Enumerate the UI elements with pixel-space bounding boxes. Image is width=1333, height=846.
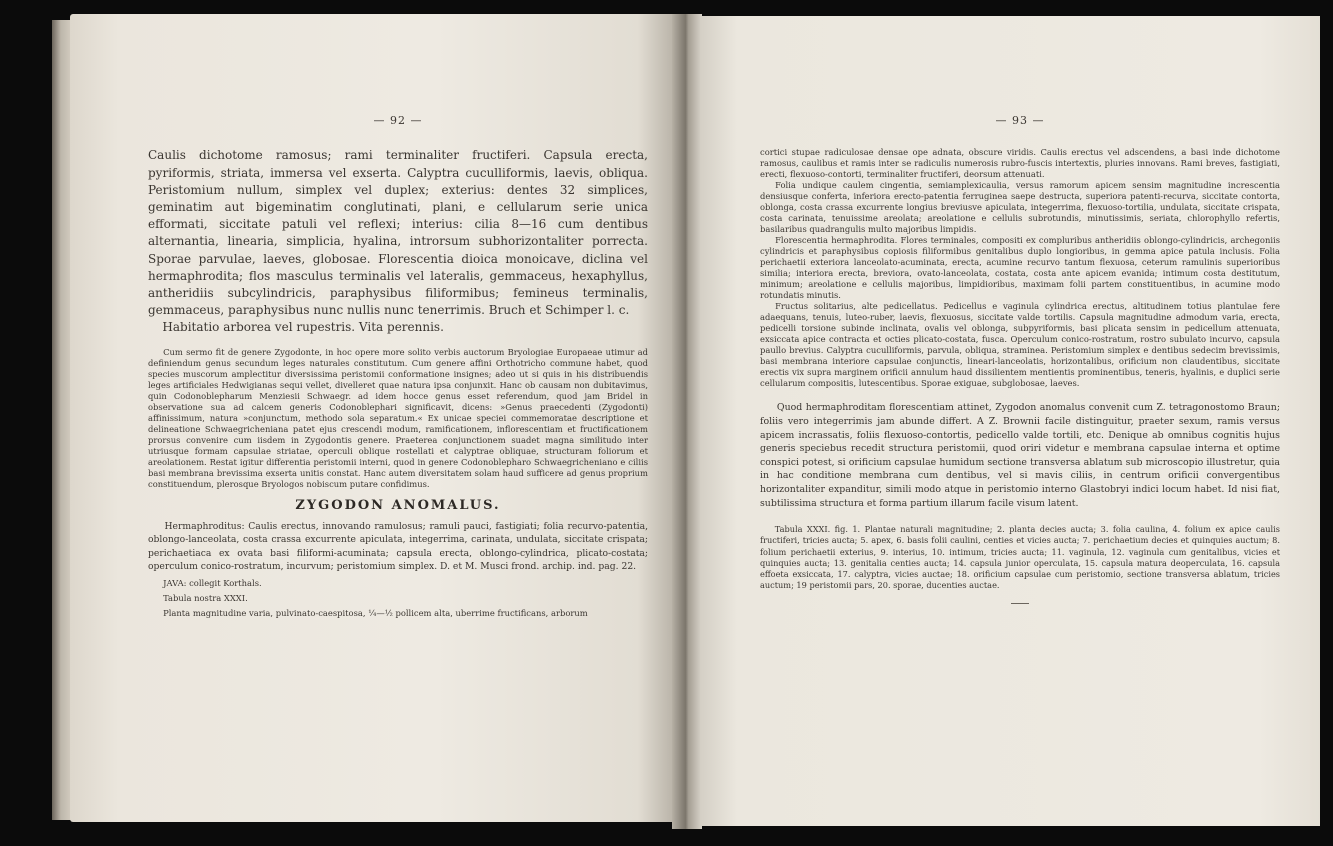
florescence-paragraph: Florescentia hermaphrodita. Flores terminales, compositi ex compluribus antheridiis oblongo-cylindricis, archegoniis cylindricis et paraphysibus copiosis filiformibus genitalibus duplo longioribus, in gemma apice patula inclusis. Folia perichaetii exteriora lanceolato-acuminata, erecta, acumine recurvo tantum flexuosa, ceterum ramulinis superioribus similia; interiora erecta, breviora, ovato-lanceolata, costata, costa ante apicem evanida; intimum costa destitutum, minimum; areolatione e cellulis majoribus, limpidioribus, maximam folii partem constituentibus, in acumine modo rotundatis minutis. (760, 235, 1280, 301)
leaves-paragraph: Folia undique caulem cingentia, semiamplexicaulia, versus ramorum apicem sensim magnitudine increscentia densiusque conferta, inferiora erecto-patentia ferruginea saepe destructa, superiora patenti-recurva, siccitate contorta, oblonga, costa crassa excurrente longius breviusve apiculata, integerrima, flexuoso-tortilia, undulata, siccitate crispata, costa carinata, tenuissime areolata; areolatione e cellulis subrotundis, minutissimis, seriata, chlorophyllo refertis, basilaribus quadrangulis multo majoribus limpidis. (760, 180, 1280, 235)
species-diagnosis: Hermaphroditus: Caulis erectus, innovando ramulosus; ramuli pauci, fastigiati; folia recurvo-patentia, oblongo-lanceolata, costa crassa excurrente apiculata, integerrima, carinata, undulata, siccitate crispata; perichaetiaca ex ovata basi filiformi-acuminata; capsula erecta, oblongo-cylindrica, plicato-costata; operculum conico-rostratum, incurvum; peristomium simplex. D. et M. Musci frond. archip. ind. pag. 22. (148, 521, 648, 573)
book-gutter (672, 14, 702, 829)
plant-description-start: Planta magnitudine varia, pulvinato-caespitosa, ¼—½ pollicem alta, uberrime fructificans, arborum (163, 607, 588, 618)
plate-caption: Tabula XXXI. fig. 1. Plantae naturali magnitudine; 2. planta decies aucta; 3. folia caulina, 4. folium ex apice caulis fructiferi, tricies aucta; 5. apex, 6. basis folii caulini, centies et vicies aucta; 7. perichaetium decies et quinquies auctum; 8. folium perichaetii exterius, 9. interius, 10. intimum, tricies aucta; 11. vaginula, 12. vaginula cum genitalibus, vicies et quinquies aucta; 13. genitalia centies aucta; 14. capsula junior operculata, 15. capsula matura deoperculata, 16. capsula effoeta exsiccata, 17. calyptra, vicies auctae; 18. orificium capsulae cum peristomio, sectione transversa ablatum, tricies auctum; 19 peristomii pars, 20. sporae, ducenties auctae. (760, 524, 1280, 591)
right-page-number: — 93 — (995, 114, 1045, 127)
collection-locality: JAVA: collegit Korthals. (163, 577, 262, 588)
plate-reference: Tabula nostra XXXI. (163, 592, 248, 603)
end-rule (1011, 603, 1029, 604)
habitat-line: Habitatio arborea vel rupestris. Vita perennis. (162, 320, 444, 335)
habit-paragraph: cortici stupae radiculosae densae ope adnata, obscure viridis. Caulis erectus vel adscendens, a basi inde dichotome ramosus, caulibus et ramis inter se radiculis numerosis rubro-fuscis intertextis, pluries innovans. Rami breves, fastigiati, erecti, flexuoso-contorti, terminaliter fructiferi, deorsum attenuati. (760, 147, 1280, 180)
left-page-number: — 92 — (373, 114, 423, 127)
genus-description: Caulis dichotome ramosus; rami terminaliter fructiferi. Capsula erecta, pyriformis, striata, immersa vel exserta. Calyptra cuculliformis, laevis, obliqua. Peristomium nullum, simplex vel duplex; exterius: dentes 32 simplices, geminatim aut bigeminatim conglutinati, plani, e cellularum serie unica efformati, siccitate patuli vel reflexi; interius: cilia 8—16 cum dentibus alternantia, linearia, simplicia, hyalina, introrsum subhorizontaliter porrecta. Sporae parvulae, laeves, globosae. Florescentia dioica monoicave, diclina vel hermaphrodita; flos masculus terminalis vel lateralis, gemmaceus, hexaphyllus, antheridiis subcylindricis, paraphysibus filiformibus; femineus terminalis, gemmaceus, paraphysibus nunc nullis nunc tenerrimis. Bruch et Schimper l. c. (148, 148, 648, 318)
genus-commentary: Cum sermo fit de genere Zygodonte, in hoc opere more solito verbis auctorum Bryologiae Europaeae utimur ad definiendum genus secundum leges naturales constitutum. Cum genere affini Orthotricho commune habet, quod species muscorum amplectitur diversissima peristomii conformatione insignes; adeo ut si quis in his distribuendis leges artificiales Hedwigianas sequi vellet, divelleret quae natura ipsa conjunxit. Hanc ob causam non dubitavimus, quin Codonoblepharum Menziesii Schwaegr. ad idem hocce genus esset referendum, quod jam Bridel in observatione sua ad calcem generis Codonoblephari significavit, dicens: »Genus praecedenti (Zygodonti) affinissimum, natura »conjunctum, methodo sola separatum.« Ex unicae speciei commemoratae descriptione et delineatione Schwaegricheniana patet ejus crescendi modum, ramificationem, inflorescentiam et fructificationem prorsus convenire cum iisdem in Zygodontis genere. Praeterea conjunctionem suadet magna similitudo inter utriusque formam capsulae striatae, operculi oblique rostellati et calyptrae obliquae, structuram foliorum et areolationem. Restat igitur differentia peristomii interni, quod in genere Codonoblepharo Schwaegricheniano e ciliis basi membrana brevissima exserta unitis constat. Hanc autem diversitatem solam haud sufficere ad genus proprium constituendum, plerosque Bryologos nobiscum putare confidimus. (148, 346, 648, 489)
fruit-paragraph: Fructus solitarius, alte pedicellatus. Pedicellus e vaginula cylindrica erectus, altitudinem totius plantulae fere adaequans, tenuis, luteo-ruber, laevis, flexuosus, siccitate valde tortilis. Capsula magnitudine admodum varia, erecta, pedicelli torsione subinde inclinata, ovalis vel oblonga, subpyriformis, basi plicata sensim in pedicellum attenuata, exsiccata apice contracta et octies plicato-costata, fusca. Operculum conico-rostratum, rostro subulato incurvo, capsula paullo brevius. Calyptra cuculliformis, parvula, obliqua, straminea. Peristomium simplex e dentibus sedecim brevissimis, basi membrana interiore capsulae conjunctis, lineari-lanceolatis, horizontalibus, orificium non claudentibus, siccitate erectis vix supra marginem orificii annulum haud dissilientem mentientis prominentibus, teneris, hyalinis, e duplici serie cellularum compositis, lutescentibus. Sporae exiguae, subglobosae, laeves. (760, 301, 1280, 389)
left-page-text (148, 115, 648, 619)
right-page-text (760, 115, 1280, 604)
comparison-paragraph: Quod hermaphroditam florescentiam attinet, Zygodon anomalus convenit cum Z. tetragonostomo Braun; foliis vero integerrimis jam abunde differt. A Z. Brownii facile distinguitur, praeter sexum, ramis versus apicem incrassatis, foliis flexuoso-contortis, pedicello valde tortili, etc. Denique ab omnibus cognitis hujus generis speciebus recedit structura peristomii, quod oriri videtur e membrana capsulae interna et optime conspici potest, si orificium capsulae humidum sectione transversa ablatum sub microscopio illustretur, quia in hac conditione membrana cum dentibus, vel si mavis ciliis, in centrum orificii convergentibus horizontaliter expanditur, simili modo atque in peristomio interno Glastobryi indici locum habet. Id nisi fiat, subtilissima structura et forma partium illarum facile visum latent. (760, 402, 1280, 509)
species-heading: ZYGODON ANOMALUS. (295, 497, 501, 513)
